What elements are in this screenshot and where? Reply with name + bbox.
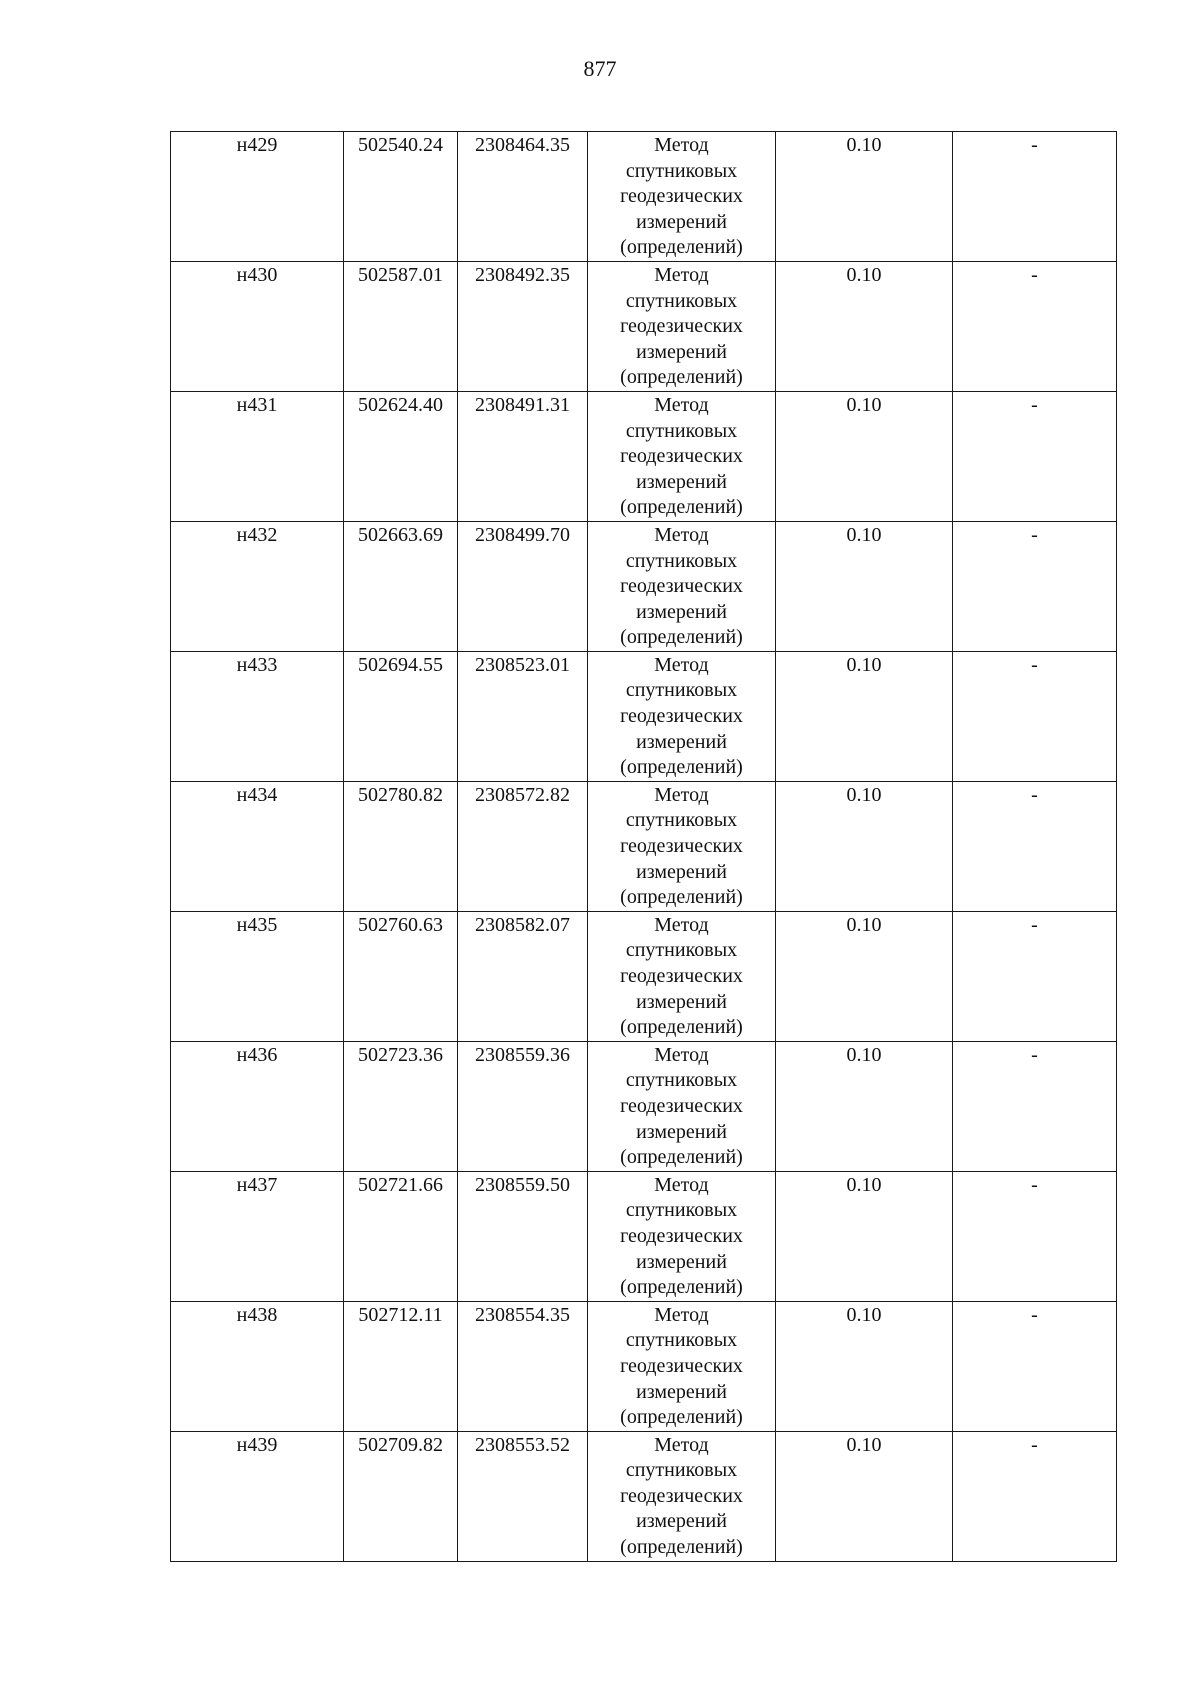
- method-text-line: измерений: [636, 1120, 727, 1143]
- point-name-cell: н435: [171, 911, 344, 1041]
- table-row: [171, 1171, 1117, 1301]
- table-row: [171, 1301, 1117, 1431]
- accuracy-cell: 0.10: [776, 391, 953, 521]
- method-text-line: геодезических: [620, 835, 743, 858]
- accuracy-cell: 0.10: [776, 261, 953, 391]
- method-text-line: (определений): [620, 1536, 743, 1559]
- accuracy-cell: 0.10: [776, 1431, 953, 1561]
- point-name-cell: н433: [171, 651, 344, 781]
- accuracy-cell: 0.10: [776, 132, 953, 262]
- method-text-line: Метод: [654, 263, 709, 286]
- method-text-line: (определений): [620, 1016, 743, 1039]
- method-text-line: Метод: [654, 1043, 709, 1066]
- table-row: [171, 781, 1117, 911]
- method-text-line: измерений: [636, 210, 727, 233]
- note-cell: -: [953, 391, 1117, 521]
- table-row: [171, 261, 1117, 391]
- y-coordinate-cell: 2308464.35: [458, 132, 588, 262]
- method-text-line: (определений): [620, 496, 743, 519]
- method-text-line: геодезических: [620, 1094, 743, 1117]
- y-coordinate-cell: 2308553.52: [458, 1431, 588, 1561]
- method-text-line: измерений: [636, 340, 727, 363]
- y-coordinate-cell: 2308582.07: [458, 911, 588, 1041]
- coordinates-table: [170, 131, 1117, 1562]
- method-text-line: спутниковых: [625, 679, 738, 702]
- coordinates-table-body: [171, 132, 1117, 1562]
- accuracy-cell: 0.10: [776, 521, 953, 651]
- method-text-line: спутниковых: [625, 1199, 738, 1222]
- point-name-cell: н432: [171, 521, 344, 651]
- point-name-cell: н430: [171, 261, 344, 391]
- method-text-line: спутниковых: [625, 939, 738, 962]
- method-text-line: геодезических: [620, 185, 743, 208]
- note-cell: -: [953, 521, 1117, 651]
- method-text-line: геодезических: [620, 315, 743, 338]
- point-name-cell: н436: [171, 1041, 344, 1171]
- x-coordinate-cell: 502712.11: [344, 1301, 458, 1431]
- method-text-line: измерений: [636, 1380, 727, 1403]
- x-coordinate-cell: 502694.55: [344, 651, 458, 781]
- method-text-line: измерений: [636, 1510, 727, 1533]
- method-cell: [588, 911, 776, 1041]
- method-cell: [588, 261, 776, 391]
- point-name-cell: н439: [171, 1431, 344, 1561]
- table-row: [171, 1431, 1117, 1561]
- method-text-line: (определений): [620, 886, 743, 909]
- x-coordinate-cell: 502540.24: [344, 132, 458, 262]
- method-text-line: Метод: [654, 523, 709, 546]
- method-text-line: Метод: [654, 1173, 709, 1196]
- y-coordinate-cell: 2308499.70: [458, 521, 588, 651]
- method-cell: [588, 132, 776, 262]
- method-text-line: спутниковых: [625, 549, 738, 572]
- y-coordinate-cell: 2308572.82: [458, 781, 588, 911]
- method-text-line: (определений): [620, 1146, 743, 1169]
- method-cell: [588, 1041, 776, 1171]
- method-text-line: спутниковых: [625, 1329, 738, 1352]
- method-text-line: геодезических: [620, 705, 743, 728]
- accuracy-cell: 0.10: [776, 1171, 953, 1301]
- accuracy-cell: 0.10: [776, 1041, 953, 1171]
- y-coordinate-cell: 2308554.35: [458, 1301, 588, 1431]
- method-text-line: Метод: [654, 1433, 709, 1456]
- method-cell: [588, 1301, 776, 1431]
- method-text-line: Метод: [654, 653, 709, 676]
- table-row: [171, 391, 1117, 521]
- method-cell: [588, 651, 776, 781]
- y-coordinate-cell: 2308492.35: [458, 261, 588, 391]
- x-coordinate-cell: 502709.82: [344, 1431, 458, 1561]
- method-text-line: измерений: [636, 1250, 727, 1273]
- table-row: [171, 911, 1117, 1041]
- y-coordinate-cell: 2308559.50: [458, 1171, 588, 1301]
- method-text-line: геодезических: [620, 445, 743, 468]
- note-cell: -: [953, 1431, 1117, 1561]
- method-text-line: геодезических: [620, 1224, 743, 1247]
- method-text-line: Метод: [654, 913, 709, 936]
- note-cell: -: [953, 781, 1117, 911]
- method-text-line: измерений: [636, 470, 727, 493]
- x-coordinate-cell: 502663.69: [344, 521, 458, 651]
- y-coordinate-cell: 2308523.01: [458, 651, 588, 781]
- method-text-line: Метод: [654, 783, 709, 806]
- method-cell: [588, 521, 776, 651]
- method-text-line: спутниковых: [625, 419, 738, 442]
- method-text-line: спутниковых: [625, 159, 738, 182]
- method-text-line: (определений): [620, 236, 743, 259]
- point-name-cell: н438: [171, 1301, 344, 1431]
- x-coordinate-cell: 502624.40: [344, 391, 458, 521]
- x-coordinate-cell: 502587.01: [344, 261, 458, 391]
- note-cell: -: [953, 261, 1117, 391]
- method-text-line: спутниковых: [625, 289, 738, 312]
- accuracy-cell: 0.10: [776, 651, 953, 781]
- method-text-line: измерений: [636, 990, 727, 1013]
- method-text-line: измерений: [636, 730, 727, 753]
- table-row: [171, 651, 1117, 781]
- method-text-line: Метод: [654, 134, 709, 156]
- note-cell: -: [953, 911, 1117, 1041]
- x-coordinate-cell: 502721.66: [344, 1171, 458, 1301]
- note-cell: -: [953, 1301, 1117, 1431]
- note-cell: -: [953, 1041, 1117, 1171]
- accuracy-cell: 0.10: [776, 781, 953, 911]
- method-cell: [588, 391, 776, 521]
- method-text-line: измерений: [636, 600, 727, 623]
- method-text-line: спутниковых: [625, 809, 738, 832]
- point-name-cell: н431: [171, 391, 344, 521]
- table-row: [171, 521, 1117, 651]
- table-row: [171, 132, 1117, 262]
- method-text-line: (определений): [620, 626, 743, 649]
- method-cell: [588, 1171, 776, 1301]
- method-text-line: (определений): [620, 756, 743, 779]
- point-name-cell: н437: [171, 1171, 344, 1301]
- method-text-line: (определений): [620, 1406, 743, 1429]
- method-text-line: спутниковых: [625, 1459, 738, 1482]
- y-coordinate-cell: 2308491.31: [458, 391, 588, 521]
- accuracy-cell: 0.10: [776, 911, 953, 1041]
- method-text-line: Метод: [654, 1303, 709, 1326]
- page-number: 877: [583, 56, 617, 81]
- method-cell: [588, 1431, 776, 1561]
- method-cell: [588, 781, 776, 911]
- point-name-cell: н434: [171, 781, 344, 911]
- point-name-cell: н429: [171, 132, 344, 262]
- y-coordinate-cell: 2308559.36: [458, 1041, 588, 1171]
- note-cell: -: [953, 1171, 1117, 1301]
- accuracy-cell: 0.10: [776, 1301, 953, 1431]
- method-text-line: (определений): [620, 366, 743, 389]
- method-text-line: геодезических: [620, 1484, 743, 1507]
- method-text-line: геодезических: [620, 965, 743, 987]
- method-text-line: спутниковых: [625, 1069, 738, 1092]
- x-coordinate-cell: 502760.63: [344, 911, 458, 1041]
- method-text-line: (определений): [620, 1276, 743, 1299]
- method-text-line: геодезических: [620, 1354, 743, 1377]
- method-text-line: геодезических: [620, 575, 743, 598]
- note-cell: -: [953, 651, 1117, 781]
- x-coordinate-cell: 502780.82: [344, 781, 458, 911]
- method-text-line: измерений: [636, 860, 727, 883]
- x-coordinate-cell: 502723.36: [344, 1041, 458, 1171]
- method-text-line: Метод: [654, 393, 709, 416]
- note-cell: -: [953, 132, 1117, 262]
- table-row: [171, 1041, 1117, 1171]
